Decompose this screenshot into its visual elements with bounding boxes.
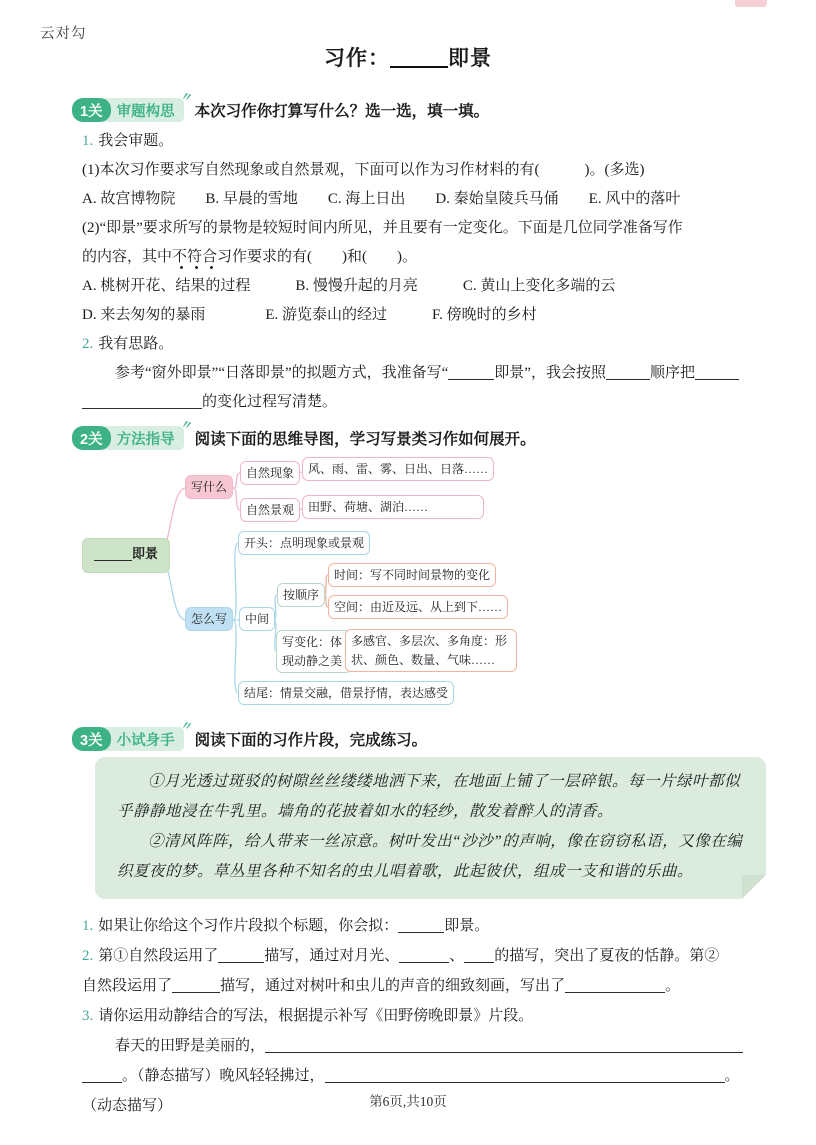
mindmap-node-order: 按顺序 [277,583,325,607]
section-2-intro: 阅读下面的思维导图，学习写景类习作如何展开。 [194,431,536,448]
section-3-intro: 阅读下面的习作片段，完成练习。 [194,732,428,749]
question-line: 3. 请你运用动静结合的写法，根据提示补写《田野傍晚即景》片段。 [82,1008,534,1024]
blank-underline[interactable] [565,977,665,993]
question-number: 1. [82,133,94,149]
section-1-body [82,127,756,417]
question-number: 3. [82,1008,94,1024]
mindmap-node-phenomenon: 自然现象 [240,461,300,485]
mindmap-diagram [0,452,816,714]
question-number: 1. [82,918,94,934]
question-line: 自然段运用了 描写，通过对树叶和虫儿的声音的细致刻画，写出了 。 [82,978,681,994]
option-row: D. 来去匆匆的暴雨 E. 游览泰山的经过 F. 傍晚时的乡村 [82,307,537,323]
section-1-intro: 本次习作你打算写什么？选一选，填一填。 [194,103,490,120]
option-row: A. 故宫博物院 B. 早晨的雪地 C. 海上日出 D. 秦始皇陵兵马俑 E. 风中的落叶 [82,191,681,207]
brand-watermark: 云对勾 [40,26,87,42]
blank-underline[interactable] [94,547,132,561]
question-line: 2. 第①自然段运用了 描写，通过对月光、 、 的描写，突出了夏夜的恬静。第② [82,948,720,964]
text-line: (1)本次习作要求写自然现象或自然景观，下面可以作为习作材料的有( )。(多选) [82,162,645,178]
blank-underline[interactable] [82,393,202,409]
badge-label: 小试身手 [101,727,184,751]
text-line: 1. 我会审题。 [82,133,174,149]
text-line: 参考“窗外即景”“日落即景”的拟题方式，我准备写“ 即景”，我会按照 顺序把 [82,359,756,388]
mindmap-node-space: 空间：由近及远、从上到下…… [328,595,508,619]
section-1-header [72,88,816,122]
question-line: 1. 如果让你给这个习作片段拟个标题，你会拟： 即景。 [82,918,490,934]
mindmap-node-multi: 多感官、多层次、多角度：形状、颜色、数量、气味…… [345,629,517,672]
passage-paragraph-1: ①月光透过斑驳的树隙丝丝缕缕地洒下来，在地面上铺了一层碎银。每一片绿叶都似乎静静地浸在牛乳里。墙角的花披着如水的轻纱，散发着醉人的清香。 [117,773,741,820]
text-line: 的内容，其中不符合习作要求的有( )和( )。 [82,243,756,272]
mindmap-node-change: 写变化：体现动静之美 [276,630,352,673]
text-line: (2)“即景”要求所写的景物是较短时间内所见，并且要有一定变化。下面是几位同学准备写作 [82,220,683,236]
badge-number: 3关 [72,727,111,751]
question-number: 2. [82,948,94,964]
question-line: （动态描写） [82,1098,173,1114]
mindmap-node-middle: 中间 [239,607,275,631]
question-line: 春天的田野是美丽的， [82,1031,758,1061]
mindmap-root-node: 即景 [82,538,170,573]
blank-underline[interactable] [695,364,739,380]
tick-decoration-icon: 〃 [178,416,195,434]
mindmap-node-begin: 开头：点明现象或景观 [238,531,370,555]
mindmap-node-landscape: 自然景观 [240,498,300,522]
section-2-badge [72,416,195,450]
page-title: 习作： 即景 [324,47,492,70]
badge-label: 方法指导 [101,426,184,450]
question-number: 2. [82,336,94,352]
text-line: 2. 我有思路。 [82,336,174,352]
option-row: A. 桃树开花、结果的过程 B. 慢慢升起的月亮 C. 黄山上变化多端的云 [82,278,616,294]
section-3-header [72,717,816,751]
section-3-badge [72,717,195,751]
mindmap-node-time: 时间：写不同时间景物的变化 [328,563,496,587]
badge-number: 2关 [72,426,111,450]
tick-decoration-icon: 〃 [178,717,195,735]
mindmap-node-what: 写什么 [185,475,233,499]
tick-decoration-icon: 〃 [178,88,195,106]
emphasized-text: 不符合 [172,249,217,270]
page-number: 第6页,共10页 [369,1094,447,1109]
blank-underline[interactable] [448,364,494,380]
mindmap-node-phenomenon-list: 风、雨、雷、雾、日出、日落…… [302,457,494,481]
blank-underline[interactable] [399,947,449,963]
blank-underline[interactable] [218,947,264,963]
blank-underline[interactable] [390,45,448,68]
reading-passage-box [95,757,766,899]
text-line: 的变化过程写清楚。 [82,388,756,417]
blank-underline[interactable] [265,1037,743,1053]
page-corner-decoration [735,0,767,7]
mindmap-node-how: 怎么写 [185,607,233,631]
mindmap-node-landscape-list: 田野、荷塘、湖泊…… [302,495,484,519]
question-line: 。（静态描写）晚风轻轻拂过， 。 [82,1061,758,1091]
passage-paragraph-2: ②清风阵阵，给人带来一丝凉意。树叶发出“沙沙”的声响，像在窃窃私语，又像在编织夏夜的梦。草丛里各种不知名的虫儿唱着歌，此起彼伏，组成一支和谐的乐曲。 [117,833,743,880]
section-1-badge [72,88,195,122]
blank-underline[interactable] [325,1067,725,1083]
badge-label: 审题构思 [101,98,184,122]
blank-underline[interactable] [606,364,650,380]
section-2-header [72,416,816,450]
badge-number: 1关 [72,98,111,122]
blank-underline[interactable] [172,977,220,993]
mindmap-node-end: 结尾：情景交融，借景抒情，表达感受 [238,681,454,705]
blank-underline[interactable] [464,947,494,963]
blank-underline[interactable] [82,1067,122,1083]
blank-underline[interactable] [398,917,444,933]
